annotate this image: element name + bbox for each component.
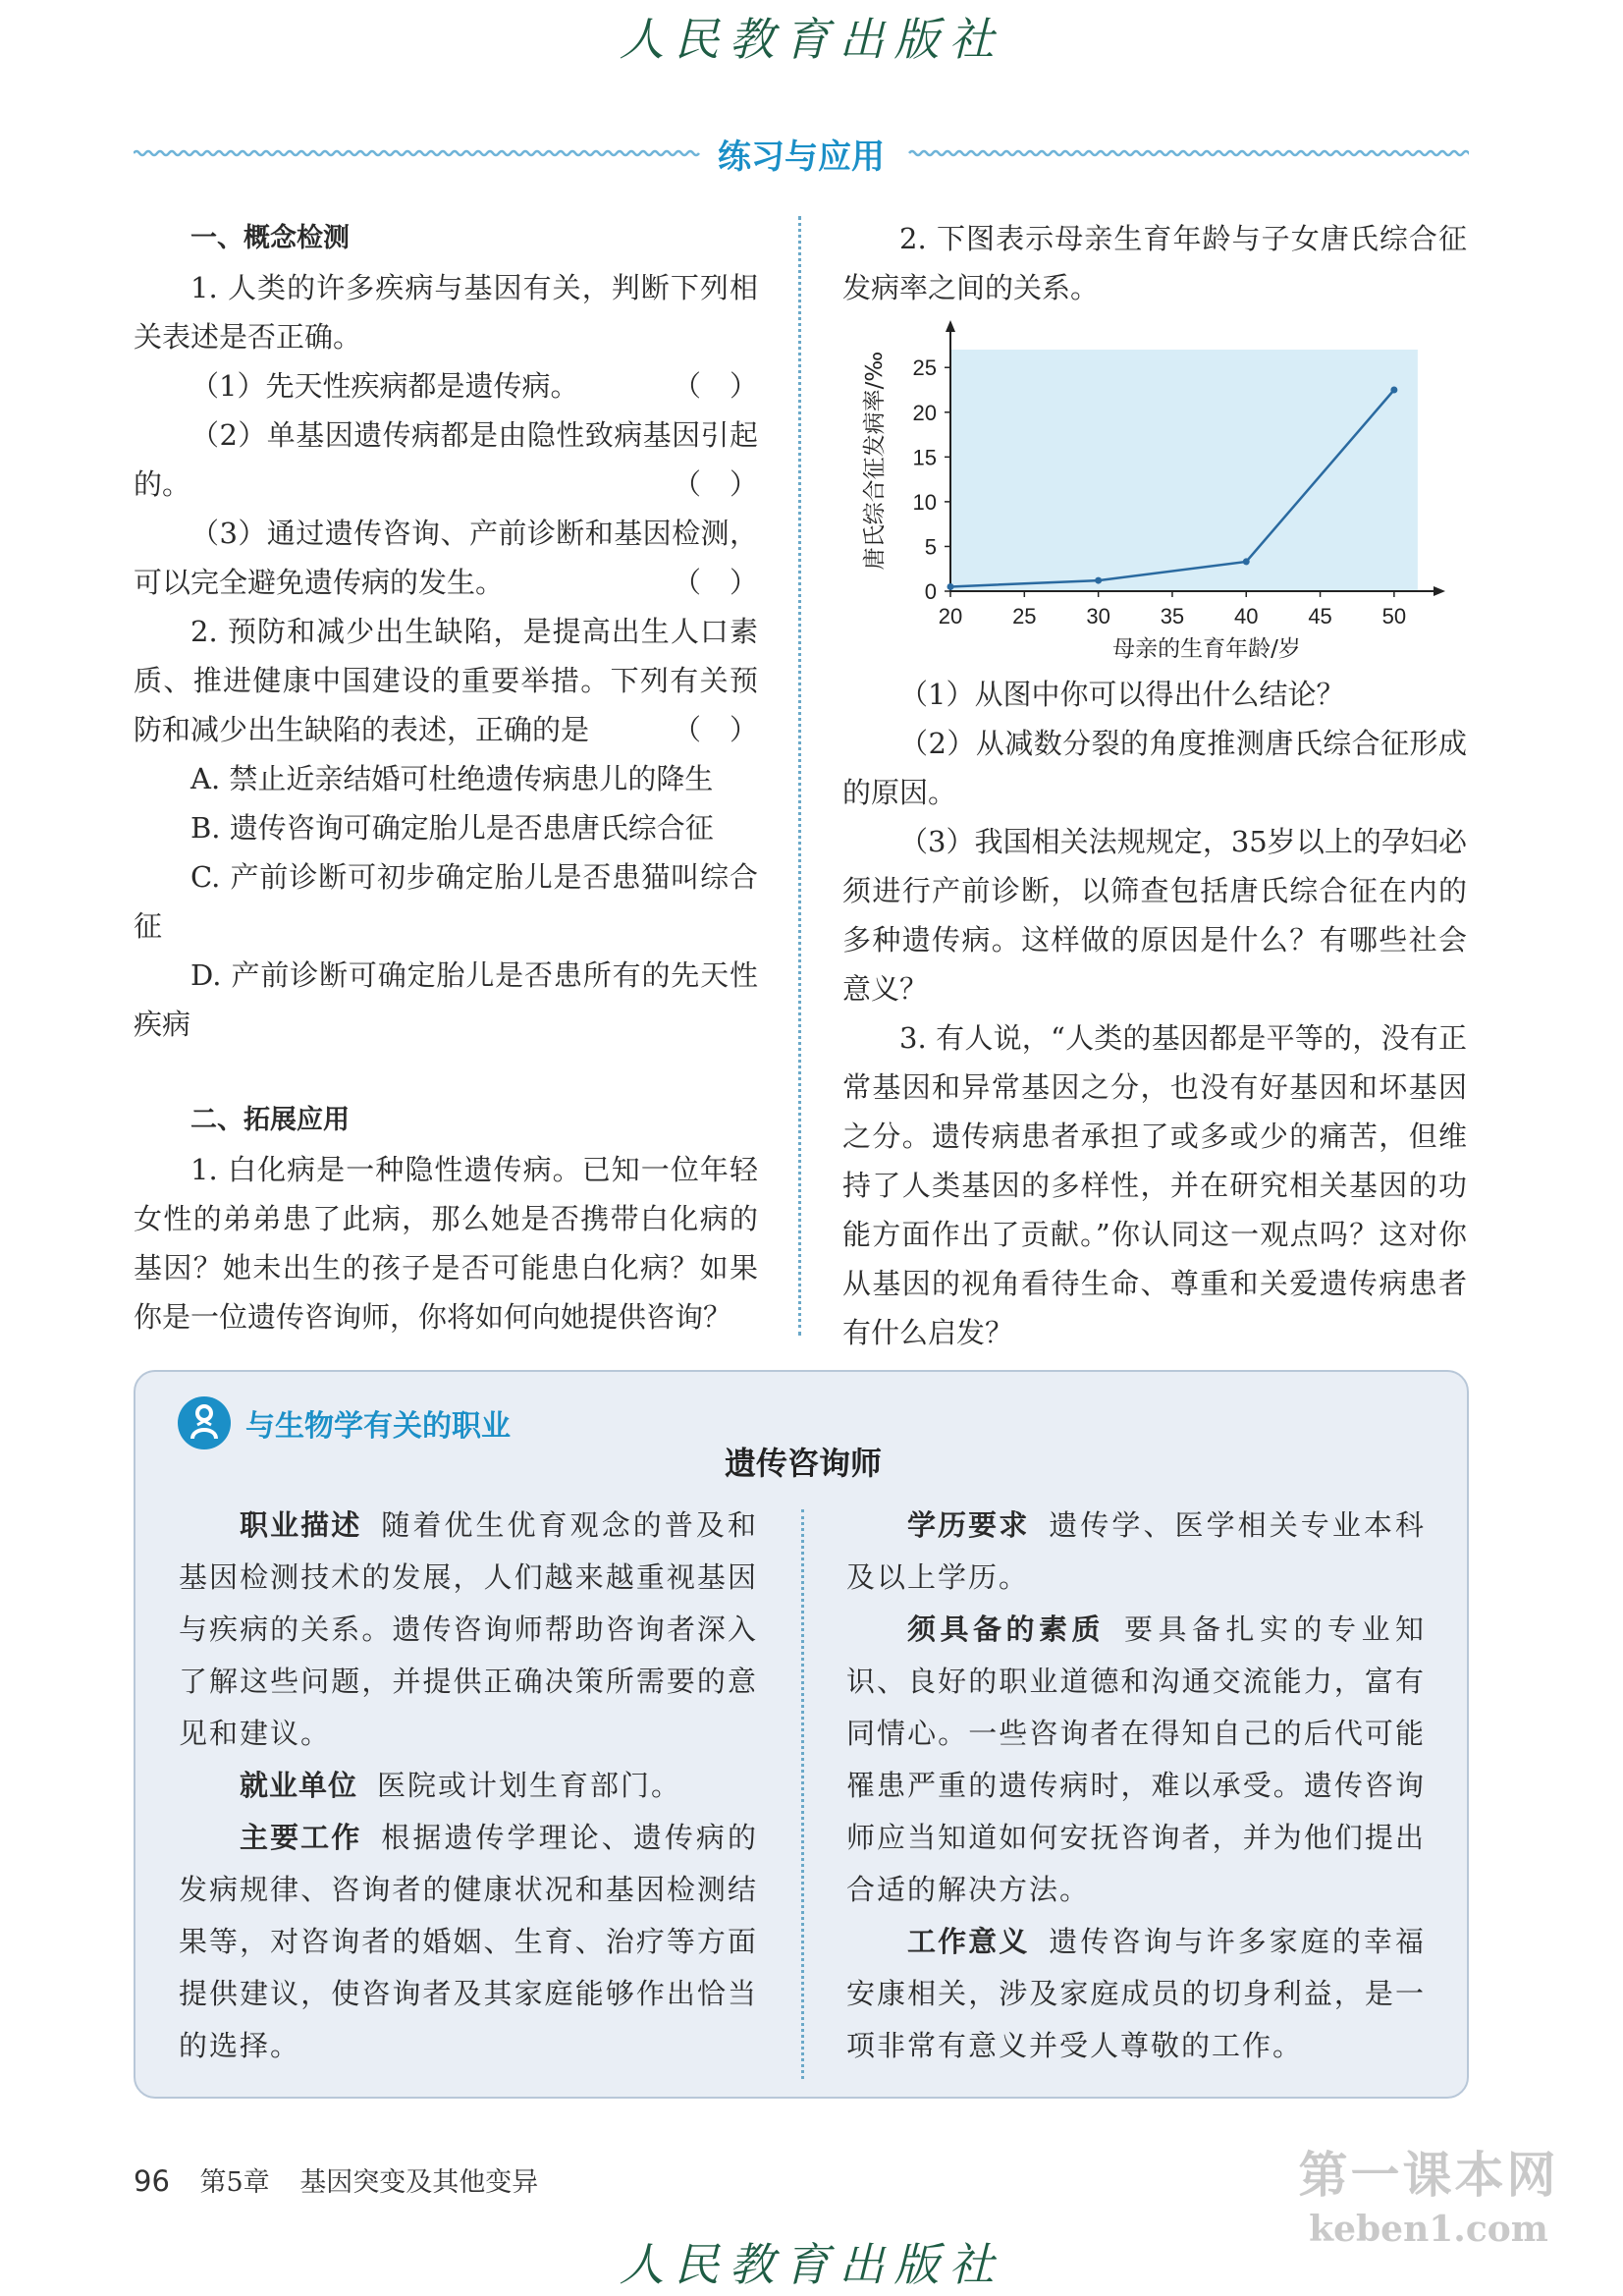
- data-point: [1095, 577, 1102, 584]
- career-label: 与生物学有关的职业: [245, 1409, 511, 1444]
- application-2-sub-2: （2）从减数分裂的角度推测唐氏综合征形成的原因。: [842, 727, 1467, 809]
- chapter-title: 基因突变及其他变异: [299, 2167, 539, 2198]
- career-keyword: 须具备的素质: [907, 1613, 1105, 1646]
- option-c: C. 产前诊断可初步确定胎儿是否患猫叫综合征: [134, 860, 758, 943]
- x-tick-label: 40: [1234, 604, 1259, 629]
- career-paragraph: 工作意义 遗传咨询与许多家庭的幸福安康相关，涉及家庭成员的切身利益，是一项非常有意义并受人尊敬的工作。: [846, 1925, 1426, 2062]
- page-footer: [134, 2160, 538, 2199]
- application-3: 3. 有人说，“人类的基因都是平等的，没有正常基因和异常基因之分，也没有好基因和坏基因之分。遗传病患者承担了或多或少的痛苦，但维持了人类基因的多样性，并在研究相关基因的功能方面作出了贡献。”你认同这一观点吗？这对你从基因的视角看待生命、尊重和关爱遗传病患者有什么启发？: [842, 1021, 1467, 1349]
- career-keyword: 主要工作: [240, 1821, 362, 1854]
- chapter-number: 第5章: [199, 2167, 270, 2198]
- section-title: 练习与应用: [718, 137, 885, 177]
- data-point: [1243, 558, 1250, 565]
- publisher-logo-top: 人民教育出版社: [619, 13, 1004, 66]
- y-tick-label: 5: [924, 534, 937, 560]
- career-box: [134, 1370, 1469, 2099]
- career-paragraph: 职业描述 随着优生优育观念的普及和基因检测技术的发展，人们越来越重视基因与疾病的关系。遗传咨询师帮助咨询者深入了解这些问题，并提供正确决策所需要的意见和建议。: [179, 1508, 758, 1750]
- x-axis-arrow-icon: [1434, 586, 1445, 596]
- extended-application-heading: 二、拓展应用: [190, 1105, 350, 1135]
- career-paragraph: 主要工作 根据遗传学理论、遗传病的发病规律、咨询者的健康状况和基因检测结果等，对咨询者的婚姻、生育、治疗等方面提供建议，使咨询者及其家庭能够作出恰当的选择。: [179, 1821, 758, 2062]
- question-1-item: （3）通过遗传咨询、产前诊断和基因检测，可以完全避免遗传病的发生。 （ ）: [134, 509, 758, 607]
- question-1-item: （2）单基因遗传病都是由隐性致病基因引起的。 （ ）: [134, 410, 758, 509]
- career-paragraph: 就业单位 医院或计划生育部门。: [240, 1769, 682, 1802]
- career-left-column: [179, 1500, 758, 2072]
- answer-bracket[interactable]: （ ）: [672, 713, 758, 746]
- answer-bracket[interactable]: （ ）: [672, 467, 758, 501]
- application-1: 1. 白化病是一种隐性遗传病。已知一位年轻女性的弟弟患了此病，那么她是否携带白化病的基因？她未出生的孩子是否可能患白化病？如果你是一位遗传咨询师，你将如何向她提供咨询？: [134, 1153, 758, 1334]
- column-divider: [798, 216, 801, 1336]
- application-2-sub-3: （3）我国相关法规规定，35岁以上的孕妇必须进行产前诊断，以筛查包括唐氏综合征在内的多种遗传病。这样做的原因是什么？有哪些社会意义？: [842, 825, 1467, 1006]
- x-tick-label: 50: [1381, 604, 1407, 629]
- career-keyword: 学历要求: [907, 1508, 1030, 1542]
- data-point: [1390, 387, 1397, 394]
- answer-bracket[interactable]: （ ）: [672, 566, 758, 599]
- answer-bracket[interactable]: （ ）: [672, 369, 758, 403]
- career-right-column: [846, 1500, 1426, 2072]
- application-2-stem: 2. 下图表示母亲生育年龄与子女唐氏综合征发病率之间的关系。: [842, 222, 1467, 304]
- down-syndrome-chart: [842, 320, 1467, 664]
- y-tick-label: 25: [912, 355, 937, 381]
- publisher-logo-bottom: 人民教育出版社: [619, 2238, 1004, 2291]
- career-title: 遗传咨询师: [724, 1445, 882, 1482]
- career-paragraph: 学历要求 遗传学、医学相关专业本科及以上学历。: [846, 1508, 1426, 1594]
- right-column: [842, 214, 1467, 1357]
- y-tick-label: 15: [912, 445, 937, 470]
- career-paragraph: 须具备的素质 要具备扎实的专业知识、良好的职业道德和沟通交流能力，富有同情心。一些咨询者在得知自己的后代可能罹患严重的遗传病时，难以承受。遗传咨询师应当知道如何安抚咨询者，并为他们提出合适的解决方法。: [846, 1613, 1426, 1906]
- career-keyword: 工作意义: [907, 1925, 1030, 1958]
- option-d: D. 产前诊断可确定胎儿是否患所有的先天性疾病: [134, 958, 758, 1041]
- career-keyword: 职业描述: [240, 1508, 362, 1542]
- question-2-stem: 2. 预防和减少出生缺陷，是提高出生人口素质、推进健康中国建设的重要举措。下列有关预防和减少出生缺陷的表述，正确的是 （ ）: [134, 607, 758, 754]
- x-axis-label: 母亲的生育年龄/岁: [1112, 636, 1301, 662]
- chart-svg: [842, 320, 1467, 664]
- section-heading: [134, 126, 1469, 181]
- career-keyword: 就业单位: [240, 1769, 358, 1802]
- y-axis-label: 唐氏综合征发病率/‰: [862, 351, 888, 571]
- site-watermark: 第一课本网 keben1.com: [1298, 2147, 1559, 2250]
- question-1-item: （1）先天性疾病都是遗传病。 （ ）: [134, 361, 758, 410]
- x-tick-label: 25: [1012, 604, 1037, 629]
- option-a: A. 禁止近亲结婚可杜绝遗传病患儿的降生: [190, 762, 714, 795]
- x-tick-label: 35: [1160, 604, 1185, 629]
- y-tick-label: 20: [912, 400, 937, 425]
- y-axis-arrow-icon: [946, 320, 955, 332]
- concept-check-heading: 一、概念检测: [190, 223, 350, 253]
- y-tick-label: 10: [912, 489, 937, 515]
- data-point: [947, 583, 954, 590]
- y-tick-label: 0: [924, 579, 937, 604]
- left-column: [134, 214, 758, 1341]
- plot-background: [950, 350, 1418, 591]
- page-number: 96: [134, 2164, 170, 2198]
- career-divider: [801, 1509, 804, 2079]
- application-2-sub-1: （1）从图中你可以得出什么结论？: [899, 678, 1345, 711]
- x-tick-label: 45: [1308, 604, 1332, 629]
- x-tick-label: 30: [1086, 604, 1110, 629]
- option-b: B. 遗传咨询可确定胎儿是否患唐氏综合征: [190, 811, 714, 845]
- question-1-stem: 1. 人类的许多疾病与基因有关，判断下列相关表述是否正确。: [134, 271, 758, 354]
- x-tick-label: 20: [938, 604, 963, 629]
